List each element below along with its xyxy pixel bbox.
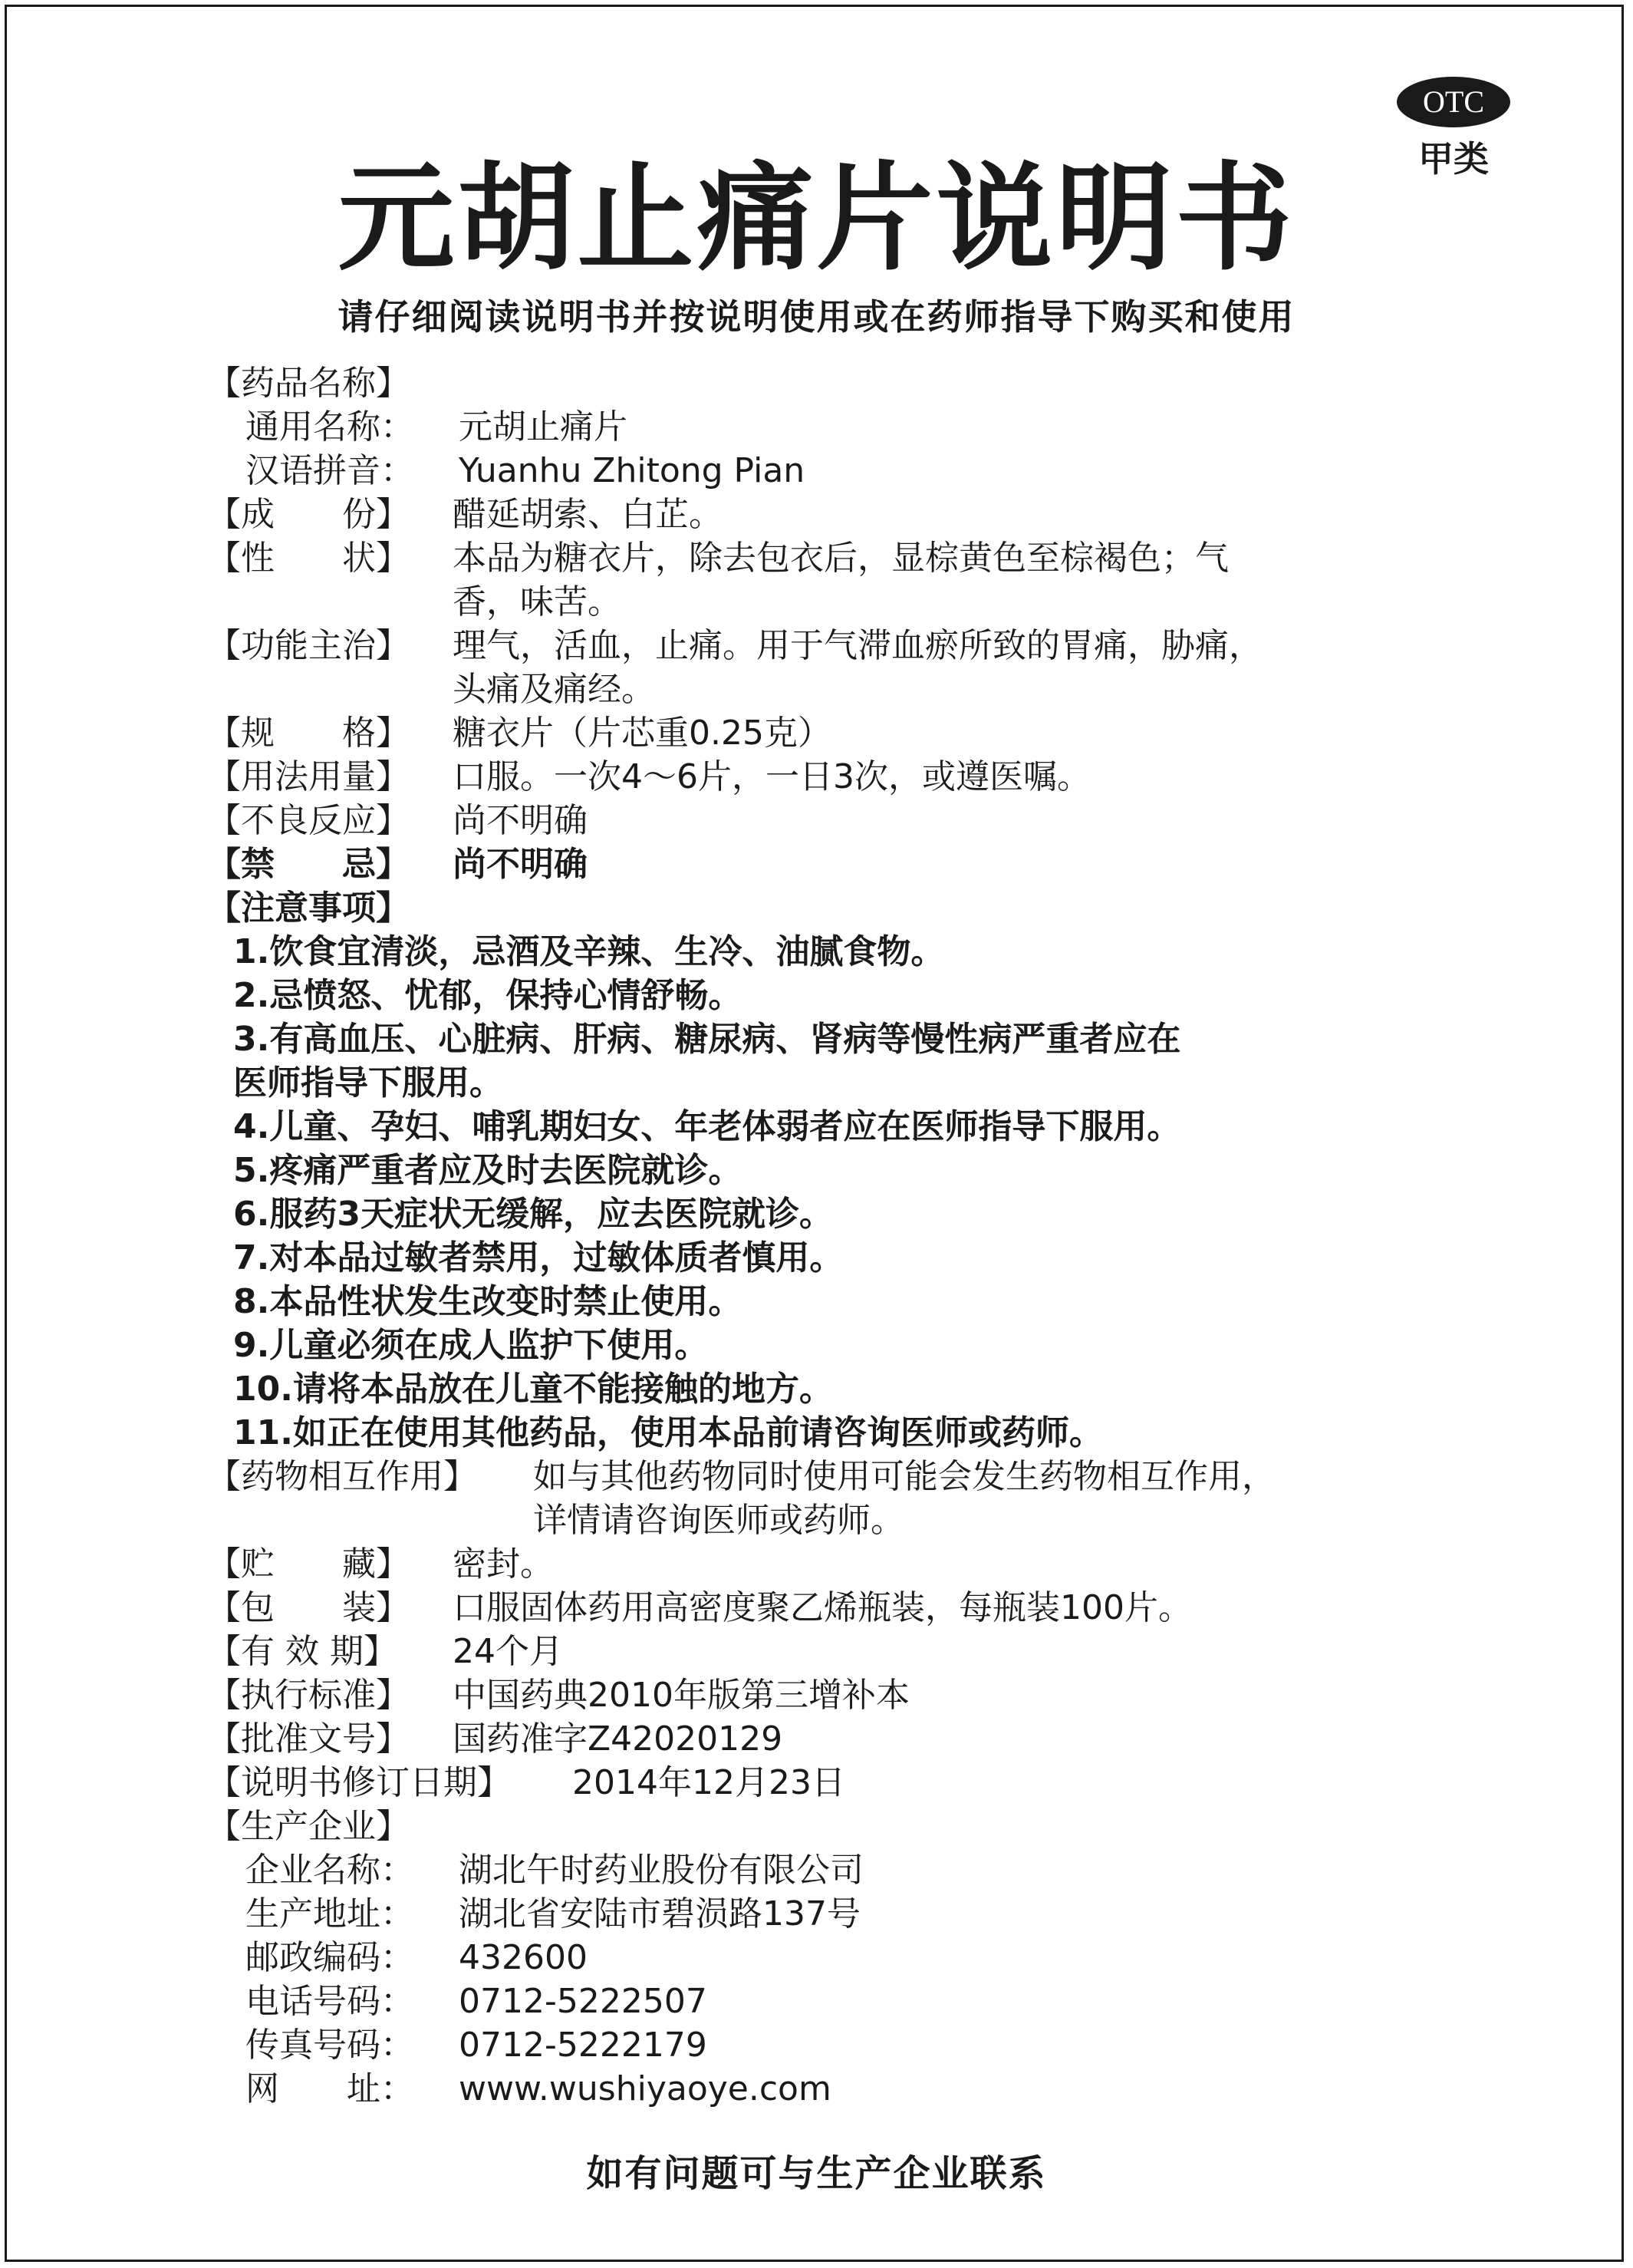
company-name-value: 湖北午时药业股份有限公司 [459,1851,864,1890]
section-drug-name [207,361,1534,405]
section-value: 尚不明确 [453,801,588,840]
company-address-row [207,1892,1534,1936]
company-name-row [207,1848,1534,1892]
section-contraindications [207,842,1534,886]
document-title: 元胡止痛片说明书 [337,150,1296,286]
section-label: 【生产企业】 [207,1807,410,1846]
section-ingredients [207,493,1534,536]
section-value: 头痛及痛经。 [453,670,655,709]
field-label: 网 址： [245,2069,414,2108]
section-value: 中国药典2010年版第三增补本 [453,1676,910,1715]
section-value: 口服固体药用高密度聚乙烯瓶装，每瓶装100片。 [453,1588,1192,1627]
precaution-item: 6.服药3天症状无缓解，应去医院就诊。 [233,1195,833,1234]
postcode-value: 432600 [459,1938,588,1977]
section-manufacturer [207,1805,1534,1848]
section-label: 【规 格】 [207,714,410,753]
section-label: 【注意事项】 [207,888,410,928]
section-indications [207,624,1534,668]
section-dosage [207,755,1534,799]
section-label: 【药物相互作用】 [207,1457,477,1496]
field-label: 汉语拼音： [245,451,414,490]
field-label: 传真号码： [245,2026,414,2065]
section-value: 密封。 [453,1544,554,1584]
website-row [207,2067,1534,2111]
section-value: 香，味苦。 [453,582,621,621]
pinyin-row [207,449,1534,493]
section-description [207,536,1534,580]
section-packaging [207,1586,1534,1630]
footer-contact-note: 如有问题可与生产企业联系 [586,2152,1047,2195]
section-specification [207,711,1534,755]
section-value: 本品为糖衣片，除去包衣后，显棕黄色至棕褐色；气 [453,539,1229,578]
precaution-item: 8.本品性状发生改变时禁止使用。 [233,1282,742,1321]
section-label: 【执行标准】 [207,1676,410,1715]
precaution-item: 9.儿童必须在成人监护下使用。 [233,1326,709,1365]
section-value: 如与其他药物同时使用可能会发生药物相互作用， [533,1457,1276,1496]
section-label: 【成 份】 [207,495,410,534]
section-label: 【药品名称】 [207,364,410,403]
section-validity [207,1630,1534,1673]
postcode-row [207,1936,1534,1980]
section-interactions [207,1455,1534,1498]
section-label: 【禁 忌】 [207,845,410,884]
section-value: 详情请咨询医师或药师。 [533,1501,904,1540]
precaution-item: 2.忌愤怒、忧郁，保持心情舒畅。 [233,976,742,1015]
section-label: 【不良反应】 [207,801,410,840]
section-label: 【贮 藏】 [207,1544,410,1584]
phone-value: 0712-5222507 [459,1982,707,2021]
precaution-item: 3.有高血压、心脏病、肝病、糖尿病、肾病等慢性病严重者应在 [233,1020,1181,1059]
section-indications-continued [207,668,1534,711]
document-subtitle: 请仔细阅读说明书并按说明使用或在药师指导下购买和使用 [337,296,1296,338]
fax-row [207,2023,1534,2067]
section-revision-date [207,1761,1534,1805]
field-label: 电话号码： [245,1982,414,2021]
precaution-item: 7.对本品过敏者禁用，过敏体质者慎用。 [233,1238,844,1277]
section-value: 2014年12月23日 [572,1763,845,1802]
section-precautions [207,886,1534,930]
section-interactions-continued [207,1498,1534,1542]
generic-name-value: 元胡止痛片 [459,407,627,447]
field-label: 生产地址： [245,1894,414,1933]
precaution-item: 4.儿童、孕妇、哺乳期妇女、年老体弱者应在医师指导下服用。 [233,1107,1181,1146]
section-value: 口服。一次4～6片，一日3次，或遵医嘱。 [453,757,1091,796]
field-label: 企业名称： [245,1851,414,1890]
section-label: 【用法用量】 [207,757,410,796]
section-adverse-reactions [207,799,1534,842]
section-label: 【性 状】 [207,539,410,578]
field-label: 通用名称： [245,407,414,447]
section-standard [207,1673,1534,1717]
otc-class-label: 甲类 [1418,138,1489,180]
field-label: 邮政编码： [245,1938,414,1977]
section-approval-number [207,1717,1534,1761]
section-storage [207,1542,1534,1586]
section-label: 【说明书修订日期】 [207,1763,511,1802]
precaution-item: 11.如正在使用其他药品，使用本品前请咨询医师或药师。 [233,1413,1103,1452]
precaution-item: 1.饮食宜清淡，忌酒及辛辣、生冷、油腻食物。 [233,932,945,971]
section-value: 24个月 [453,1632,563,1671]
section-label: 【批准文号】 [207,1719,410,1759]
precaution-item-continued: 医师指导下服用。 [233,1063,503,1103]
section-value: 理气，活血，止痛。用于气滞血瘀所致的胃痛，胁痛， [453,626,1263,665]
precaution-item: 10.请将本品放在儿童不能接触的地方。 [233,1370,833,1409]
website-value: www.wushiyaoye.com [459,2069,831,2108]
leaflet-body [207,361,1534,2111]
company-address-value: 湖北省安陆市碧涢路137号 [459,1894,861,1933]
section-label: 【有 效 期】 [207,1632,397,1671]
pinyin-value: Yuanhu Zhitong Pian [459,451,805,490]
section-value: 糖衣片（片芯重0.25克） [453,714,831,753]
section-value: 醋延胡索、白芷。 [453,495,723,534]
section-value: 尚不明确 [453,845,588,884]
otc-badge: OTC [1397,77,1510,127]
fax-value: 0712-5222179 [459,2026,707,2065]
section-label: 【包 装】 [207,1588,410,1627]
section-description-continued [207,580,1534,624]
precaution-item: 5.疼痛严重者应及时去医院就诊。 [233,1151,742,1190]
generic-name-row [207,405,1534,449]
section-value: 国药准字Z42020129 [453,1719,783,1759]
phone-row [207,1980,1534,2023]
section-label: 【功能主治】 [207,626,410,665]
